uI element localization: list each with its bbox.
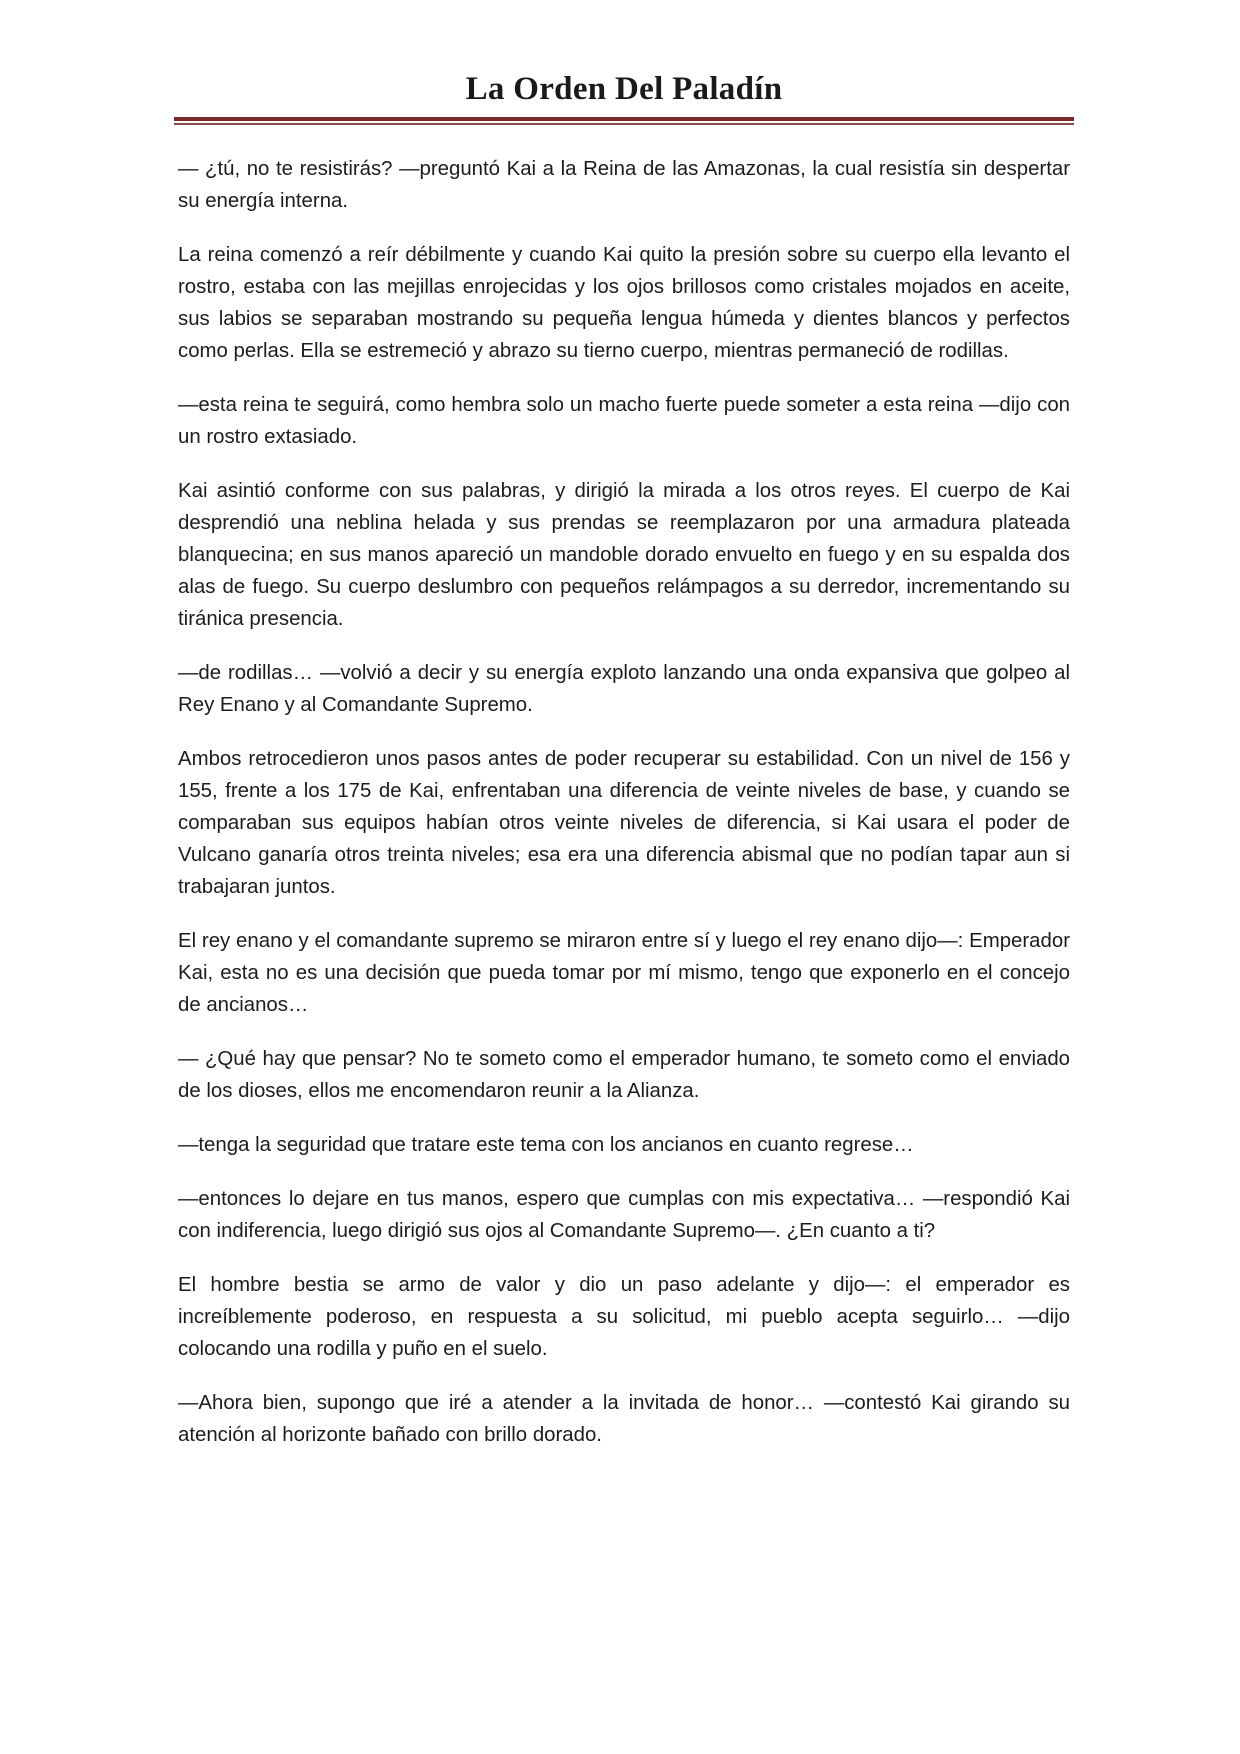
paragraph-12: —Ahora bien, supongo que iré a atender a la invitada de honor… —contestó Kai girando su atención al horizonte bañado con brillo dorado.: [178, 1392, 1070, 1446]
paragraph-3: —esta reina te seguirá, como hembra solo un macho fuerte puede someter a esta reina —dijo con un rostro extasiado.: [178, 394, 1070, 448]
paragraph-9: —tenga la seguridad que tratare este tema con los ancianos en cuanto regrese…: [178, 1134, 914, 1156]
paragraph-11: El hombre bestia se armo de valor y dio un paso adelante y dijo—: el emperador es increíblemente poderoso, en respuesta a su solicitud, mi pueblo acepta seguirlo… —dijo colocando una rodilla y puño en el suelo.: [178, 1274, 1070, 1360]
paragraph-4: Kai asintió conforme con sus palabras, y dirigió la mirada a los otros reyes. El cuerpo de Kai desprendió una neblina helada y sus prendas se reemplazaron por una armadura plateada blanquecina; en sus manos apareció un mandoble dorado envuelto en fuego y en su espalda dos alas de fuego. Su cuerpo deslumbro con pequeños relámpagos a su derredor, incrementando su tiránica presencia.: [178, 480, 1070, 630]
paragraph-2: La reina comenzó a reír débilmente y cuando Kai quito la presión sobre su cuerpo ella levanto el rostro, estaba con las mejillas enrojecidas y los ojos brillosos como cristales mojados en aceite, sus labios se separaban mostrando su pequeña lengua húmeda y dientes blancos y perfectos como perlas. Ella se estremeció y abrazo su tierno cuerpo, mientras permaneció de rodillas.: [178, 244, 1070, 362]
page-header: [174, 70, 1074, 110]
body-text: [178, 153, 1070, 1473]
paragraph-5: —de rodillas… —volvió a decir y su energía exploto lanzando una onda expansiva que golpeo al Rey Enano y al Comandante Supremo.: [178, 662, 1070, 716]
book-title: La Orden Del Paladín: [465, 71, 783, 107]
paragraph-1: — ¿tú, no te resistirás? —preguntó Kai a la Reina de las Amazonas, la cual resistía sin despertar su energía interna.: [178, 158, 1070, 212]
paragraph-8: — ¿Qué hay que pensar? No te someto como el emperador humano, te someto como el enviado de los dioses, ellos me encomendaron reunir a la Alianza.: [178, 1048, 1070, 1102]
paragraph-6: Ambos retrocedieron unos pasos antes de poder recuperar su estabilidad. Con un nivel de 156 y 155, frente a los 175 de Kai, enfrentaban una diferencia de veinte niveles de base, y cuando se comparaban sus equipos habían otros veinte niveles de diferencia, si Kai usara el poder de Vulcano ganaría otros treinta niveles; esa era una diferencia abismal que no podían tapar aun si trabajaran juntos.: [178, 748, 1070, 898]
paragraph-7: El rey enano y el comandante supremo se miraron entre sí y luego el rey enano dijo—: Emperador Kai, esta no es una decisión que pueda tomar por mí mismo, tengo que exponerlo en el concejo de ancianos…: [178, 930, 1070, 1016]
header-divider-thick: [174, 117, 1074, 121]
header-divider-thin: [174, 123, 1074, 125]
paragraph-10: —entonces lo dejare en tus manos, espero que cumplas con mis expectativa… —respondió Kai con indiferencia, luego dirigió sus ojos al Comandante Supremo—. ¿En cuanto a ti?: [178, 1188, 1070, 1242]
